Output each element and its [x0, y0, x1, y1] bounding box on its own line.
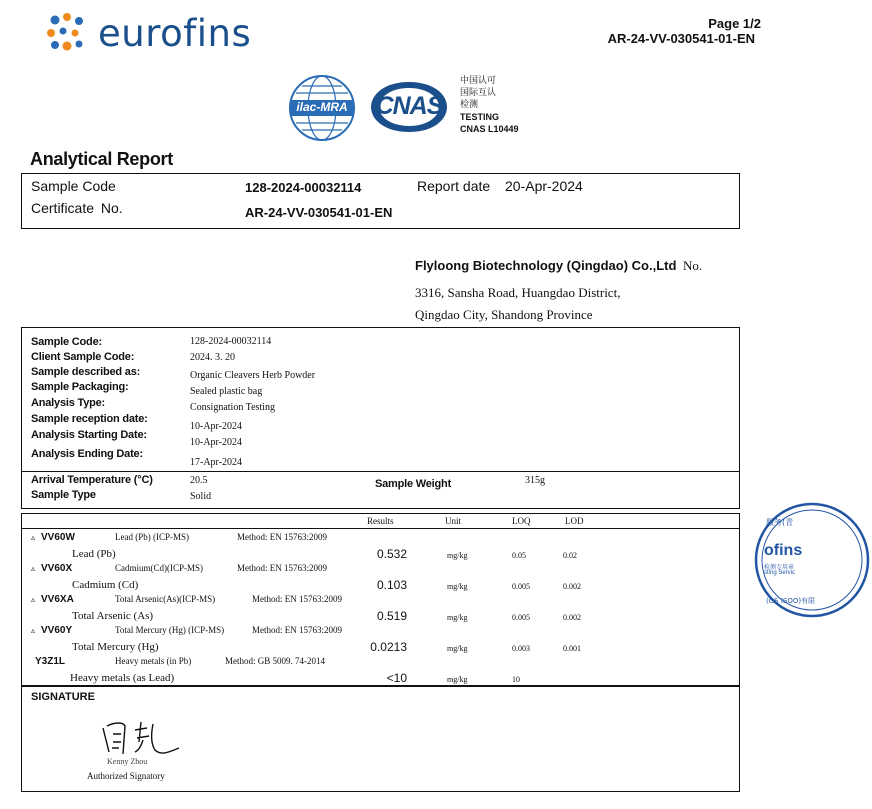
results-header-loq: LOQ: [512, 516, 531, 526]
result-loq: 0.005: [512, 613, 530, 622]
client-name: Flyloong Biotechnology (Qingdao) Co.,Ltd: [415, 258, 677, 273]
result-value: 0.103: [376, 578, 407, 592]
sample-info-label: Sample reception date:: [31, 413, 148, 425]
cnas-logo: [367, 78, 451, 136]
test-method: Method: EN 15763:2009: [237, 532, 327, 542]
sample-info-value: Organic Cleavers Herb Powder: [190, 370, 316, 381]
cnas-info: [460, 75, 519, 135]
report-title: Analytical Report: [30, 149, 173, 169]
seal-line3: 检测专用章: [764, 564, 795, 571]
eurofins-logo: [46, 12, 261, 58]
result-unit: mg/kg: [447, 644, 468, 653]
sample-weight-value: 315g: [525, 475, 545, 486]
test-method: Method: GB 5009. 74-2014: [225, 656, 325, 666]
analyte-name: Cadmium (Cd): [72, 579, 139, 591]
arrival-temp-label: Arrival Temperature (°C): [31, 474, 153, 486]
seal-line2: ofins: [764, 542, 803, 559]
sample-info-label: Client Sample Code:: [31, 351, 135, 363]
test-description: Total Mercury (Hg) (ICP-MS): [115, 625, 225, 635]
eurofins-logo-text: eurofins: [98, 12, 252, 55]
result-loq: 0.005: [512, 582, 530, 591]
sample-type-value: Solid: [190, 491, 212, 502]
sample-info-value: 10-Apr-2024: [190, 437, 243, 448]
signer-name: Kenny Zhou: [107, 757, 148, 766]
handwritten-signature-icon: [95, 712, 185, 760]
cnas-cn-line2: 国际互认: [460, 88, 497, 98]
sample-info-label: Sample Code:: [31, 336, 102, 348]
result-lod: 0.002: [563, 582, 581, 591]
summary-sample-code-label: Sample Code: [31, 178, 116, 194]
cnas-number: CNAS L10449: [460, 124, 519, 134]
test-marker-icon: ▵: [31, 595, 36, 604]
cnas-cn-line3: 检测: [460, 100, 479, 110]
client-name-line: [415, 258, 702, 274]
test-code: Y3Z1L: [35, 656, 66, 667]
test-code: VV60X: [41, 563, 73, 574]
sample-info-label: Analysis Starting Date:: [31, 429, 147, 441]
result-lod: 0.001: [563, 644, 581, 653]
result-unit: mg/kg: [447, 675, 468, 684]
ilac-mra-logo: [287, 73, 357, 143]
sample-info-label: Analysis Type:: [31, 397, 106, 409]
result-unit: mg/kg: [447, 613, 468, 622]
results-header-unit: Unit: [445, 516, 462, 526]
analyte-name: Lead (Pb): [72, 548, 116, 560]
sample-info-divider: [21, 471, 740, 472]
result-value: <10: [386, 671, 407, 685]
client-name-suffix: No.: [683, 258, 703, 273]
certificate-label-b: No.: [100, 200, 123, 216]
sample-info-value: 10-Apr-2024: [190, 421, 243, 432]
test-description: Heavy metals (in Pb): [115, 656, 192, 666]
seal-line1: 服务(青: [766, 518, 794, 527]
page-number: Page 1/2: [708, 16, 761, 31]
test-marker-icon: ▵: [31, 626, 36, 635]
analyte-name: Total Arsenic (As): [72, 610, 154, 622]
report-date-label: Report date: [417, 178, 491, 194]
results-header-divider: [21, 528, 740, 529]
result-value: 0.519: [376, 609, 407, 623]
ilac-mra-text: ilac-MRA: [296, 100, 348, 114]
signer-title: Authorized Signatory: [87, 771, 165, 781]
test-code: VV6XA: [41, 594, 74, 605]
result-lod: 0.002: [563, 613, 581, 622]
report-date: 20-Apr-2024: [505, 178, 583, 194]
cnas-cn-line1: 中国认可: [460, 76, 497, 86]
test-code: VV60Y: [41, 625, 73, 636]
sample-info-label: Sample Packaging:: [31, 381, 129, 393]
test-method: Method: EN 15763:2009: [252, 625, 342, 635]
result-unit: mg/kg: [447, 551, 468, 560]
result-value: 0.532: [376, 547, 407, 561]
test-description: Total Arsenic(As)(ICP-MS): [115, 594, 216, 604]
test-marker-icon: ▵: [31, 533, 36, 542]
certificate-number: AR-24-VV-030541-01-EN: [245, 205, 393, 220]
client-address-2: Qingdao City, Shandong Province: [415, 307, 593, 322]
result-lod: 0.02: [563, 551, 577, 560]
result-value: 0.0213: [370, 640, 407, 654]
cnas-testing: TESTING: [460, 112, 500, 122]
cnas-text: CNAS: [375, 92, 443, 120]
signature-heading: SIGNATURE: [31, 691, 95, 703]
analyte-name: Heavy metals (as Lead): [70, 672, 175, 684]
result-loq: 0.05: [512, 551, 526, 560]
sample-info-value: 17-Apr-2024: [190, 457, 243, 468]
results-header-results: Results: [367, 516, 394, 526]
sample-info-value: 128-2024-00032114: [190, 336, 272, 347]
test-code: VV60W: [41, 532, 75, 543]
seal-line4: sting Servic: [764, 570, 796, 576]
sample-info-value: Consignation Testing: [190, 402, 275, 413]
client-address-1: 3316, Sansha Road, Huangdao District,: [415, 285, 621, 300]
header-report-number: AR-24-VV-030541-01-EN: [607, 31, 755, 46]
sample-weight-label: Sample Weight: [375, 478, 452, 490]
sample-info-label: Sample described as:: [31, 366, 141, 378]
summary-box: [21, 173, 740, 229]
test-marker-icon: ▵: [31, 564, 36, 573]
arrival-temp-value: 20.5: [190, 475, 208, 486]
seal-line5: (GS ISOO)有限: [766, 597, 816, 605]
sample-info-value: 2024. 3. 20: [190, 352, 235, 363]
test-description: Cadmium(Cd)(ICP-MS): [115, 563, 204, 573]
sample-type-label: Sample Type: [31, 489, 96, 501]
certificate-label-a: Certificate: [31, 200, 95, 216]
company-seal: [752, 500, 816, 620]
results-header-lod: LOD: [565, 516, 584, 526]
test-description: Lead (Pb) (ICP-MS): [115, 532, 189, 542]
analyte-name: Total Mercury (Hg): [72, 641, 159, 653]
result-loq: 0.003: [512, 644, 530, 653]
certificate-label: [31, 200, 123, 216]
sample-info-value: Sealed plastic bag: [190, 386, 263, 397]
result-loq: 10: [512, 675, 520, 684]
test-method: Method: EN 15763:2009: [237, 563, 327, 573]
eurofins-logo-dots-icon: [46, 12, 90, 56]
summary-sample-code: 128-2024-00032114: [245, 180, 362, 195]
sample-info-label: Analysis Ending Date:: [31, 448, 143, 460]
result-unit: mg/kg: [447, 582, 468, 591]
test-method: Method: EN 15763:2009: [252, 594, 342, 604]
